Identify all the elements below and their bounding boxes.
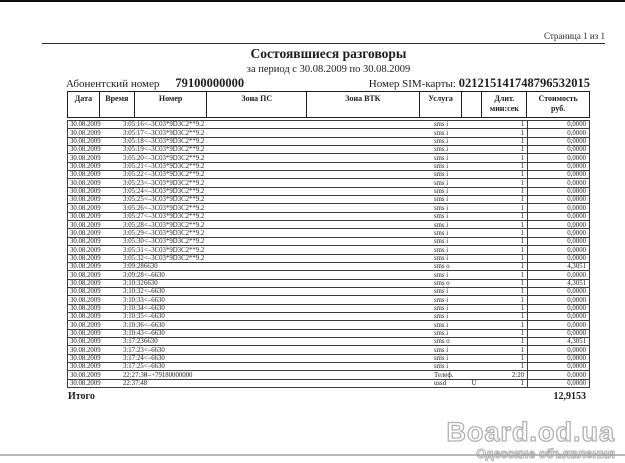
cell-number: <–3C03*9D3C2**9.2 xyxy=(144,196,205,204)
cell-number: 6630 xyxy=(144,263,158,271)
cell-cost: 0,0000 xyxy=(527,129,590,136)
table-row xyxy=(67,371,590,379)
cell-service: sms i xyxy=(434,196,449,204)
cell-date: 30.08.2009 xyxy=(70,338,101,346)
cell-date: 30.08.2009 xyxy=(70,138,101,146)
cell-service: sms o xyxy=(434,279,450,287)
cell-duration: 1 xyxy=(520,188,524,196)
cell-number: <–6630 xyxy=(144,363,165,371)
cell-service: sms i xyxy=(434,138,449,146)
cell-date: 30.08.2009 xyxy=(70,246,101,254)
cell-number: <–3C03*9D3C2**9.2 xyxy=(144,254,205,262)
cell-time: 3:05:26 xyxy=(123,204,144,212)
cell-number: <–3C03*9D3C2**9.2 xyxy=(144,154,205,162)
cell-time: 3:05:28 xyxy=(123,221,144,229)
cell-cost: 0,0000 xyxy=(527,363,590,370)
cell-cost: 0,0000 xyxy=(527,229,590,236)
scan-bottom-edge xyxy=(0,454,625,456)
table-row xyxy=(67,280,590,288)
report-period: за период с 30.08.2009 по 30.08.2009 xyxy=(246,64,411,75)
cell-service: sms i xyxy=(434,321,449,329)
sim-label: Номер SIM-карты: xyxy=(368,78,456,90)
cell-date: 30.08.2009 xyxy=(70,346,101,354)
cell-date: 30.08.2009 xyxy=(70,129,101,137)
cell-duration: 1 xyxy=(520,363,524,371)
table-row xyxy=(67,338,590,346)
cell-date: 30.08.2009 xyxy=(70,179,101,187)
cell-duration: 1 xyxy=(520,138,524,146)
cell-duration: 1 xyxy=(520,380,524,388)
cell-number: <–3C03*9D3C2**9.2 xyxy=(144,146,205,154)
cell-time: 3:10:32 xyxy=(123,279,144,287)
cell-time: 3:09:28 xyxy=(123,263,144,271)
cell-time: 3:10:36 xyxy=(123,321,144,329)
column-header: Дата xyxy=(68,92,100,117)
total-label: Итого xyxy=(68,391,95,402)
cell-time: 3:10:35 xyxy=(123,313,144,321)
cell-service: sms i xyxy=(434,296,449,304)
cell-number: <–3C03*9D3C2**9.2 xyxy=(144,163,205,171)
header-rule xyxy=(42,43,605,44)
cell-number: <–6630 xyxy=(144,296,165,304)
cell-cost: 0,0000 xyxy=(527,163,590,170)
cell-service: sms i xyxy=(434,154,449,162)
subscriber-number: 79100000000 xyxy=(175,76,245,90)
cell-duration: 1 xyxy=(520,213,524,221)
cell-cost: 0,0000 xyxy=(527,246,590,253)
cell-cost: 0,0000 xyxy=(527,313,590,320)
cell-duration: 1 xyxy=(520,204,524,212)
cell-time: 3:05:32 xyxy=(123,254,144,262)
table-row xyxy=(67,129,590,137)
cell-duration: 1 xyxy=(520,263,524,271)
cell-time: 3:05:17 xyxy=(123,129,144,137)
cell-cost: 0,0000 xyxy=(527,121,590,128)
cell-time: 3:09:28 xyxy=(123,271,144,279)
cell-duration: 1 xyxy=(520,154,524,162)
cell-number: <–6630 xyxy=(144,355,165,363)
cell-service: sms i xyxy=(434,313,449,321)
cell-service: sms i xyxy=(434,288,449,296)
table-row xyxy=(67,346,590,354)
cell-number: <–3C03*9D3C2**9.2 xyxy=(144,179,205,187)
cell-date: 30.08.2009 xyxy=(70,204,101,212)
cell-cost: 0,0000 xyxy=(527,346,590,353)
cell-date: 30.08.2009 xyxy=(70,254,101,262)
table-row xyxy=(67,171,590,179)
table-row xyxy=(67,355,590,363)
cell-duration: 1 xyxy=(520,329,524,337)
table-row xyxy=(67,179,590,187)
cell-cost: 0,0000 xyxy=(527,146,590,153)
cell-cost: 0,0000 xyxy=(527,213,590,220)
cell-duration: 1 xyxy=(520,163,524,171)
cell-flag: U xyxy=(471,380,477,388)
cell-cost: 0,0000 xyxy=(527,138,590,145)
cell-time: 3:05:20 xyxy=(123,154,144,162)
column-header: Услуга xyxy=(420,92,463,117)
cell-number: <–3C03*9D3C2**9.2 xyxy=(144,138,205,146)
cell-date: 30.08.2009 xyxy=(70,313,101,321)
cell-time: 3:05:19 xyxy=(123,146,144,154)
column-header xyxy=(462,92,482,117)
cell-service: sms i xyxy=(434,129,449,137)
cell-cost: 0,0000 xyxy=(527,255,590,262)
cell-number: <–3C03*9D3C2**9.2 xyxy=(144,246,205,254)
column-header: Длит. мин:сек xyxy=(482,92,527,117)
cell-duration: 1 xyxy=(520,246,524,254)
cell-time: 3:05:27 xyxy=(123,213,144,221)
cell-time: 3:17:25 xyxy=(123,363,144,371)
watermark-site-name: Board.od.ua xyxy=(446,416,615,447)
cell-date: 30.08.2009 xyxy=(70,213,101,221)
cell-time: 3:05:16 xyxy=(123,121,144,129)
table-row xyxy=(67,296,590,304)
cell-service: sms i xyxy=(434,355,449,363)
cell-duration: 1 xyxy=(520,296,524,304)
cell-time: 3:17:24 xyxy=(123,355,144,363)
cell-service: sms i xyxy=(434,254,449,262)
cell-duration: 1 xyxy=(520,146,524,154)
cell-duration: 2:20 xyxy=(511,371,524,379)
cell-number: <–6630 xyxy=(144,313,165,321)
table-row xyxy=(67,146,590,154)
page-number-label: Страница 1 из 1 xyxy=(544,31,605,41)
cell-service: sms i xyxy=(434,213,449,221)
cell-duration: 1 xyxy=(520,179,524,187)
cell-number: <–+79180000000 xyxy=(144,371,193,379)
cell-number: <–3C03*9D3C2**9.2 xyxy=(144,188,205,196)
cell-cost: 0,0000 xyxy=(527,296,590,303)
cell-number: <–6630 xyxy=(144,346,165,354)
cell-service: sms i xyxy=(434,238,449,246)
cell-service: ussd xyxy=(434,380,447,388)
table-row xyxy=(67,305,590,313)
cell-cost: 0,0000 xyxy=(527,271,590,278)
cell-time: 3:05:29 xyxy=(123,229,144,237)
cell-time: 22:37:48 xyxy=(123,380,148,388)
cell-number: <–3C03*9D3C2**9.2 xyxy=(144,121,205,129)
cell-cost: 0,0000 xyxy=(527,221,590,228)
subscriber-number-group xyxy=(66,76,244,91)
cell-number: <–3C03*9D3C2**9.2 xyxy=(144,129,205,137)
cell-cost: 0,0000 xyxy=(527,305,590,312)
cell-cost: 0,0000 xyxy=(527,154,590,161)
cell-number: <–3C03*9D3C2**9.2 xyxy=(144,171,205,179)
cell-time: 3:05:18 xyxy=(123,138,144,146)
cell-cost: 0,0000 xyxy=(527,330,590,337)
cell-date: 30.08.2009 xyxy=(70,163,101,171)
cell-duration: 1 xyxy=(520,313,524,321)
cell-time: 3:10:32 xyxy=(123,288,144,296)
cell-cost: 0,0000 xyxy=(527,204,590,211)
cell-cost: 0,0000 xyxy=(527,288,590,295)
cell-time: 3:10:43 xyxy=(123,329,144,337)
column-header: Зона ВТК xyxy=(307,92,420,117)
table-row xyxy=(67,271,590,279)
column-header-subline: руб. xyxy=(550,103,566,113)
table-row xyxy=(67,313,590,321)
cell-service: sms i xyxy=(434,346,449,354)
cell-date: 30.08.2009 xyxy=(70,304,101,312)
cell-service: sms o xyxy=(434,338,450,346)
table-row xyxy=(67,213,590,221)
cell-date: 30.08.2009 xyxy=(70,321,101,329)
cell-duration: 1 xyxy=(520,288,524,296)
cell-date: 30.08.2009 xyxy=(70,279,101,287)
cell-date: 30.08.2009 xyxy=(70,154,101,162)
cell-cost: 0,0000 xyxy=(527,171,590,178)
table-row xyxy=(67,138,590,146)
totals-row xyxy=(68,391,586,402)
cell-number: 6630 xyxy=(144,279,158,287)
cell-cost: 0,0000 xyxy=(527,188,590,195)
table-body xyxy=(67,120,590,388)
cell-service: sms i xyxy=(434,246,449,254)
cell-number: <–3C03*9D3C2**9.2 xyxy=(144,221,205,229)
cell-duration: 1 xyxy=(520,238,524,246)
table-row xyxy=(67,196,590,204)
table-row xyxy=(67,363,590,371)
cell-service: sms i xyxy=(434,304,449,312)
table-row xyxy=(67,221,590,229)
cell-date: 30.08.2009 xyxy=(70,238,101,246)
cell-time: 22:27:30 xyxy=(123,371,148,379)
cell-duration: 1 xyxy=(520,121,524,129)
cell-number: 6630 xyxy=(144,338,158,346)
cell-time: 3:17:23 xyxy=(123,346,144,354)
cell-duration: 1 xyxy=(520,304,524,312)
table-row xyxy=(67,380,590,388)
cell-number: <–6630 xyxy=(144,329,165,337)
cell-duration: 1 xyxy=(520,338,524,346)
cell-date: 30.08.2009 xyxy=(70,355,101,363)
cell-cost: 4,3051 xyxy=(527,338,590,345)
cell-date: 30.08.2009 xyxy=(70,288,101,296)
table-row xyxy=(67,330,590,338)
cell-service: sms i xyxy=(434,329,449,337)
cell-service: sms i xyxy=(434,171,449,179)
cell-duration: 1 xyxy=(520,321,524,329)
cell-service: sms o xyxy=(434,263,450,271)
cell-time: 3:05:22 xyxy=(123,171,144,179)
cell-duration: 1 xyxy=(520,196,524,204)
cell-date: 30.08.2009 xyxy=(70,363,101,371)
table-row xyxy=(67,238,590,246)
cell-duration: 1 xyxy=(520,129,524,137)
cell-time: 3:17:23 xyxy=(123,338,144,346)
cell-time: 3:05:23 xyxy=(123,179,144,187)
cell-duration: 1 xyxy=(520,279,524,287)
cell-duration: 1 xyxy=(520,221,524,229)
cell-cost: 0,0000 xyxy=(527,238,590,245)
account-line xyxy=(66,76,590,91)
cell-date: 30.08.2009 xyxy=(70,196,101,204)
cell-cost: 0,0000 xyxy=(527,371,590,378)
cell-date: 30.08.2009 xyxy=(70,229,101,237)
cell-time: 3:10:34 xyxy=(123,304,144,312)
table-row xyxy=(67,163,590,171)
cell-duration: 1 xyxy=(520,254,524,262)
cell-service: sms i xyxy=(434,146,449,154)
column-header: Стоимость руб. xyxy=(527,92,589,117)
table-row xyxy=(67,121,590,129)
table-row xyxy=(67,263,590,271)
cell-time: 3:05:31 xyxy=(123,246,144,254)
cell-service: sms i xyxy=(434,188,449,196)
cell-duration: 1 xyxy=(520,271,524,279)
cell-date: 30.08.2009 xyxy=(70,271,101,279)
cell-cost: 0,0000 xyxy=(527,179,590,186)
cell-service: sms i xyxy=(434,163,449,171)
table-header-row xyxy=(67,91,590,118)
scan-top-edge xyxy=(0,0,625,2)
column-header: Время xyxy=(100,92,135,117)
cell-service: Телеф. xyxy=(434,371,454,379)
cell-service: sms i xyxy=(434,204,449,212)
table-row xyxy=(67,154,590,162)
cell-time: 3:05:30 xyxy=(123,238,144,246)
cell-date: 30.08.2009 xyxy=(70,171,101,179)
table-row xyxy=(67,204,590,212)
table-row xyxy=(67,321,590,329)
cell-duration: 1 xyxy=(520,346,524,354)
column-header: Зона ПС xyxy=(207,92,307,117)
cell-number: <–6630 xyxy=(144,304,165,312)
cell-duration: 1 xyxy=(520,355,524,363)
cell-number: <–3C03*9D3C2**9.2 xyxy=(144,238,205,246)
cell-number: <–3C03*9D3C2**9.2 xyxy=(144,204,205,212)
table-row xyxy=(67,229,590,237)
table-row xyxy=(67,246,590,254)
cell-date: 30.08.2009 xyxy=(70,221,101,229)
cell-service: sms i xyxy=(434,121,449,129)
cell-service: sms i xyxy=(434,271,449,279)
sim-number-group xyxy=(369,76,590,91)
cell-date: 30.08.2009 xyxy=(70,380,101,388)
cell-cost: 4,3051 xyxy=(527,280,590,287)
report-title: Состоявшиеся разговоры xyxy=(250,46,407,61)
column-header-subline: мин:сек xyxy=(489,103,519,113)
cell-cost: 0,0000 xyxy=(527,380,590,387)
cell-service: sms i xyxy=(434,179,449,187)
table-row xyxy=(67,255,590,263)
cell-date: 30.08.2009 xyxy=(70,329,101,337)
cell-service: sms i xyxy=(434,221,449,229)
cell-number: <–6630 xyxy=(144,271,165,279)
cell-date: 30.08.2009 xyxy=(70,188,101,196)
table-row xyxy=(67,288,590,296)
cell-number: <–3C03*9D3C2**9.2 xyxy=(144,229,205,237)
cell-time: 3:05:25 xyxy=(123,196,144,204)
cell-time: 3:05:24 xyxy=(123,188,144,196)
cell-cost: 4,3051 xyxy=(527,263,590,270)
cell-duration: 1 xyxy=(520,171,524,179)
cell-date: 30.08.2009 xyxy=(70,263,101,271)
cell-time: 3:10:33 xyxy=(123,296,144,304)
cell-duration: 1 xyxy=(520,229,524,237)
cell-number: <–6630 xyxy=(144,288,165,296)
cell-service: sms i xyxy=(434,229,449,237)
cell-date: 30.08.2009 xyxy=(70,146,101,154)
column-header: Номер xyxy=(135,92,208,117)
cell-date: 30.08.2009 xyxy=(70,121,101,129)
cell-service: sms i xyxy=(434,363,449,371)
cell-date: 30.08.2009 xyxy=(70,371,101,379)
table-row xyxy=(67,188,590,196)
cell-cost: 0,0000 xyxy=(527,196,590,203)
cell-time: 3:05:21 xyxy=(123,163,144,171)
cell-cost: 0,0000 xyxy=(527,355,590,362)
cell-number: <–6630 xyxy=(144,321,165,329)
sim-number: 021215141748796532015 xyxy=(458,76,590,90)
cell-cost: 0,0000 xyxy=(527,321,590,328)
total-value: 12,9153 xyxy=(553,391,586,402)
cell-number: <–3C03*9D3C2**9.2 xyxy=(144,213,205,221)
cell-date: 30.08.2009 xyxy=(70,296,101,304)
subscriber-label: Абонентский номер xyxy=(66,78,160,90)
